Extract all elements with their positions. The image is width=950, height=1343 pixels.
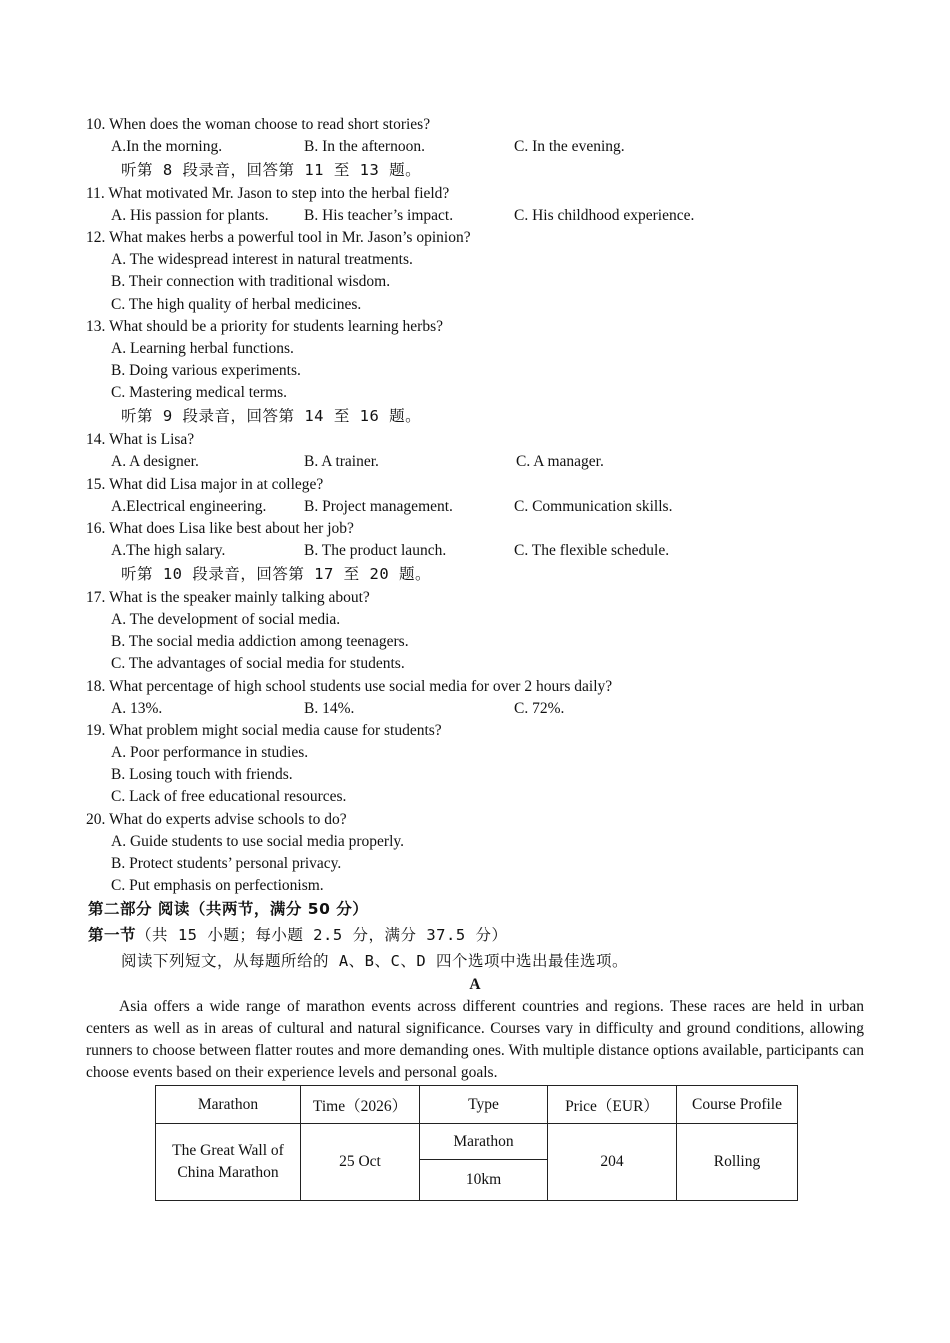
option-13c: C. Mastering medical terms. [111, 384, 288, 401]
option-16c: C. The flexible schedule. [514, 542, 670, 559]
option-10c: C. In the evening. [514, 138, 625, 155]
option-20c: C. Put emphasis on perfectionism. [111, 877, 324, 894]
question-20: 20. What do experts advise schools to do? [86, 811, 347, 828]
option-15c: C. Communication skills. [514, 498, 673, 515]
option-12c: C. The high quality of herbal medicines. [111, 296, 362, 313]
question-19: 19. What problem might social media cause for students? [86, 722, 442, 739]
option-20b: B. Protect students’ personal privacy. [111, 855, 342, 872]
section1-heading [88, 924, 508, 946]
option-19b: B. Losing touch with friends. [111, 766, 293, 783]
option-17b: B. The social media addiction among teenagers. [111, 633, 409, 650]
header-type: Type [420, 1086, 548, 1124]
option-19a: A. Poor performance in studies. [111, 744, 309, 761]
cell-type-10km: 10km [420, 1160, 548, 1201]
option-18b: B. 14%. [304, 700, 355, 717]
header-course-profile: Course Profile [677, 1086, 798, 1124]
passage-paragraph: Asia offers a wide range of marathon events across different countries and regions. These races are held in urban centers as well as in areas of cultural and natural significance. Courses vary in difficulty and ground conditions, allowing runners to choose between flatter routes and more demanding ones. With multiple distance options available, participants can choose events based on their experience levels and personal goals. [86, 998, 864, 1081]
section1-scoring: （共 15 小题；每小题 2.5 分，满分 37.5 分） [136, 926, 508, 944]
question-12: 12. What makes herbs a powerful tool in Mr. Jason’s opinion? [86, 229, 471, 246]
question-10: 10. When does the woman choose to read short stories? [86, 116, 431, 133]
option-13b: B. Doing various experiments. [111, 362, 301, 379]
question-14: 14. What is Lisa? [86, 431, 195, 448]
option-14b: B. A trainer. [304, 453, 379, 470]
option-11a: A. His passion for plants. [111, 207, 269, 224]
cell-type-marathon: Marathon [420, 1124, 548, 1160]
option-11c: C. His childhood experience. [514, 207, 695, 224]
cell-time: 25 Oct [301, 1124, 420, 1201]
header-price: Price（EUR） [548, 1086, 677, 1124]
cell-course-profile: Rolling [677, 1124, 798, 1201]
option-19c: C. Lack of free educational resources. [111, 788, 347, 805]
reading-instruction: 阅读下列短文，从每题所给的 A、B、C、D 四个选项中选出最佳选项。 [121, 952, 628, 970]
option-14a: A. A designer. [111, 453, 199, 470]
option-18c: C. 72%. [514, 700, 565, 717]
option-10a: A.In the morning. [111, 138, 223, 155]
section1-label: 第一节 [88, 926, 137, 944]
option-15b: B. Project management. [304, 498, 453, 515]
passage-label: A [469, 976, 481, 993]
table-header-row [156, 1086, 798, 1124]
table-row [156, 1124, 798, 1160]
question-15: 15. What did Lisa major in at college? [86, 476, 324, 493]
option-16a: A.The high salary. [111, 542, 226, 559]
listening-instruction-8: 听第 8 段录音，回答第 11 至 13 题。 [121, 161, 422, 179]
listening-instruction-10: 听第 10 段录音，回答第 17 至 20 题。 [121, 565, 431, 583]
option-12b: B. Their connection with traditional wisdom. [111, 273, 391, 290]
option-15a: A.Electrical engineering. [111, 498, 267, 515]
cell-price: 204 [548, 1124, 677, 1201]
question-17: 17. What is the speaker mainly talking about? [86, 589, 370, 606]
option-13a: A. Learning herbal functions. [111, 340, 294, 357]
header-marathon: Marathon [156, 1086, 301, 1124]
marathon-table [155, 1085, 798, 1201]
option-20a: A. Guide students to use social media properly. [111, 833, 405, 850]
option-16b: B. The product launch. [304, 542, 447, 559]
option-10b: B. In the afternoon. [304, 138, 425, 155]
option-18a: A. 13%. [111, 700, 163, 717]
header-time: Time（2026） [301, 1086, 420, 1124]
part2-heading: 第二部分 阅读（共两节，满分 50 分） [88, 900, 369, 918]
option-14c: C. A manager. [516, 453, 604, 470]
option-17c: C. The advantages of social media for students. [111, 655, 405, 672]
option-17a: A. The development of social media. [111, 611, 341, 628]
listening-instruction-9: 听第 9 段录音，回答第 14 至 16 题。 [121, 407, 422, 425]
question-16: 16. What does Lisa like best about her job? [86, 520, 354, 537]
option-12a: A. The widespread interest in natural treatments. [111, 251, 413, 268]
question-18: 18. What percentage of high school students use social media for over 2 hours daily? [86, 678, 613, 695]
question-11: 11. What motivated Mr. Jason to step into the herbal field? [86, 185, 450, 202]
question-13: 13. What should be a priority for students learning herbs? [86, 318, 443, 335]
option-11b: B. His teacher’s impact. [304, 207, 454, 224]
cell-marathon-name: The Great Wall of China Marathon [156, 1124, 301, 1201]
